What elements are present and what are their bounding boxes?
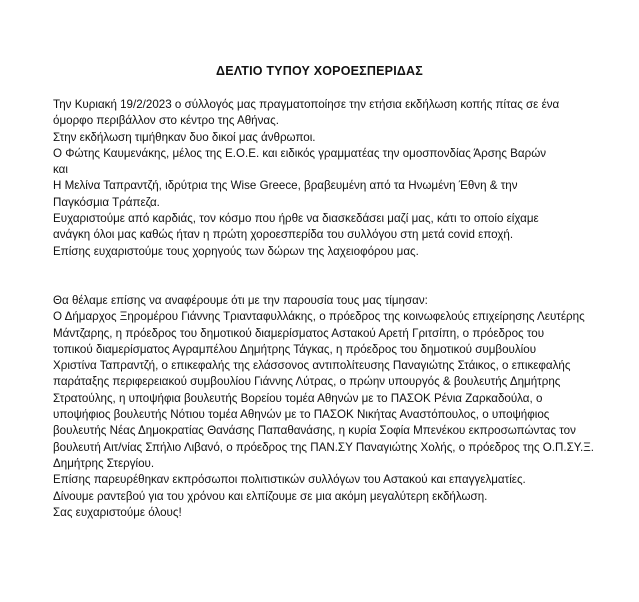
text-line: Στην εκδήλωση τιμήθηκαν δυο δικοί μας άνθρωποι. (53, 130, 316, 144)
text-line: Επίσης παρευρέθηκαν εκπρόσωποι πολιτιστικών συλλόγων του Αστακού και επαγγελματίες. (53, 473, 526, 487)
text-line: βουλευτής Νέας Δημοκρατίας Θανάσης Παπαθανάσης, η κυρία Σοφία Μπενέκου εκπροσωπώντας τον (53, 424, 576, 438)
text-line: Την Κυριακή 19/2/2023 ο σύλλογός μας πραγματοποίησε την ετήσια εκδήλωση κοπής πίτας σε ένα (53, 98, 560, 111)
text-line: και (53, 163, 68, 177)
text-line: ανάγκη όλοι μας καθώς ήταν η πρώτη χοροεσπερίδα του συλλόγου στη μετά covid εποχή. (53, 228, 514, 242)
text-line: Θα θέλαμε επίσης να αναφέρουμε ότι με την παρουσία τους μας τίμησαν: (53, 294, 428, 307)
text-line: Χριστίνα Ταπραντζή, ο επικεφαλής της ελάσσονος αντιπολίτευσης Παναγιώτης Στάικος, ο επικεφαλής (53, 359, 571, 373)
text-line: όμορφο περιβάλλον στο κέντρο της Αθήνας. (53, 114, 279, 128)
text-line: τοπικού διαμερίσματος Αγραμπέλου Δημήτρης Τάγκας, η πρόεδρος του δημοτικού συμβουλίου (53, 342, 537, 356)
text-line: Ο Φώτης Καυμενάκης, μέλος της Ε.Ο.Ε. και ειδικός γραμματέας την ομοσπονδίας Άρσης Βαρών (53, 146, 547, 160)
text-line: Στρατούλης, η υποψήφια βουλευτής Βορείου τομέα Αθηνών με το ΠΑΣΟΚ Ρένια Ζαρκαδούλα, ο (53, 391, 543, 405)
paragraph-attendees (53, 293, 613, 521)
paragraph-event-summary (53, 97, 613, 260)
text-line: Παγκόσμια Τράπεζα. (53, 195, 160, 209)
text-line: Δημήτρης Στεργίου. (53, 456, 155, 470)
text-line: Ευχαριστούμε από καρδιάς, τον κόσμο που ήρθε να διασκεδάσει μαζί μας, κάτι το οποίο είχαμε (53, 212, 539, 226)
text-line: βουλευτή Αιτ/νίας Σπήλιο Λιβανό, ο πρόεδρος της ΠΑΝ.ΣΥ Παναγιώτης Χολής, ο πρόεδρος της Ο.Π.ΣΥ.Ξ. (53, 440, 594, 454)
text-line: Μάντζαρης, η πρόεδρος του δημοτικού διαμερίσματος Αστακού Αρετή Γριτσίπη, ο πρόεδρος του (53, 326, 545, 340)
text-line: Επίσης ευχαριστούμε τους χορηγούς των δώρων της λαχειοφόρου μας. (53, 244, 419, 258)
text-line: Σας ευχαριστούμε όλους! (53, 505, 182, 519)
text-line: υποψήφιος βουλευτής Νότιου τομέα Αθηνών με το ΠΑΣΟΚ Νικήτας Αναστόπουλος, ο υποψήφιος (53, 408, 550, 422)
text-line: Η Μελίνα Ταπραντζή, ιδρύτρια της Wise Greece, βραβευμένη από τα Ηνωμένη Έθνη & την (53, 179, 518, 193)
text-line: παράταξης περιφερειακού συμβουλίου Γιάννης Λύτρας, ο πρώην υπουργός & βουλευτής Δημήτρης (53, 375, 561, 389)
document-title: ΔΕΛΤΙΟ ΤΥΠΟΥ ΧΟΡΟΕΣΠΕΡΙΔΑΣ (216, 64, 423, 78)
text-line: Ο Δήμαρχος Ξηρομέρου Γιάννης Τριανταφυλλάκης, ο πρόεδρος της κοινωφελούς επιχείρησης Λευτέρης (53, 310, 585, 324)
text-line: Δίνουμε ραντεβού για του χρόνου και ελπίζουμε σε μια ακόμη μεγαλύτερη εκδήλωση. (53, 489, 488, 503)
